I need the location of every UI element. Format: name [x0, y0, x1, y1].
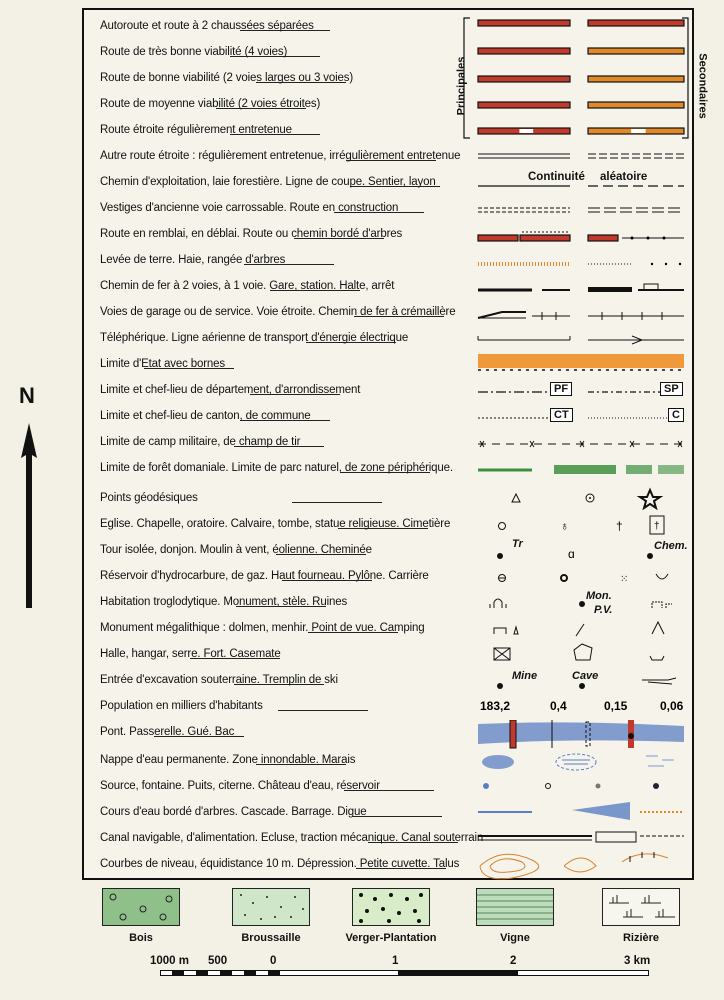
legend-symbol [472, 430, 692, 454]
legend-row [84, 300, 692, 324]
verger-swatch [352, 888, 430, 926]
svg-text:0,15: 0,15 [604, 699, 628, 713]
leader-line [282, 580, 372, 581]
bois-label: Bois [129, 932, 153, 944]
legend-row-label: Canal navigable, d'alimentation. Ecluse, traction mécanique. Canal souterrain [100, 832, 484, 844]
legend-symbol [472, 642, 692, 666]
legend-row-label: Limite de camp militaire, de champ de tir [100, 436, 301, 448]
leader-line [352, 816, 442, 817]
leader-line [346, 160, 436, 161]
legend-row-label: Points géodésiques [100, 492, 198, 504]
legend-symbol [472, 274, 692, 298]
leader-line [368, 842, 458, 843]
svg-text:†: † [654, 521, 660, 532]
code-sp: SP [660, 382, 683, 396]
legend-frame [82, 8, 709, 880]
svg-text:†: † [616, 519, 623, 533]
legend-symbol [472, 456, 692, 480]
secondaires-label: Secondaires [696, 53, 709, 119]
annot-chem: Chem. [654, 540, 688, 552]
legend-row-label: Habitation troglodytique. Monument, stèle. Ruines [100, 596, 348, 608]
road-bracket [462, 14, 690, 142]
legend-row [84, 512, 692, 536]
legend-row-label: Autoroute et route à 2 chaussées séparées [100, 20, 314, 32]
vigne-swatch [476, 888, 554, 926]
leader-line [306, 342, 396, 343]
leader-line [276, 554, 366, 555]
legend-row-label: Population en milliers d'habitants [100, 700, 263, 712]
scale-label-500: 500 [208, 955, 228, 967]
legend-symbol [472, 590, 692, 614]
legend-row [84, 564, 692, 588]
principales-label: Principales [455, 56, 468, 116]
leader-line [356, 868, 446, 869]
annot-mine: Mine [512, 670, 538, 682]
legend-row [84, 616, 692, 640]
legend-row-label: Route étroite régulièrement entretenue [100, 124, 292, 136]
legend-symbol [472, 144, 692, 168]
annot-pv: P.V. [594, 604, 613, 616]
legend-row [84, 248, 692, 272]
leader-line [234, 684, 324, 685]
scale-label-1000m: 1000 m [150, 955, 190, 967]
bois-swatch [102, 888, 180, 926]
legend-row-label: Réservoir d'hydrocarbure, de gaz. Haut fourneau. Pylône. Carrière [100, 570, 429, 582]
leader-line [270, 290, 360, 291]
svg-text:0,4: 0,4 [550, 699, 567, 713]
leader-line [294, 238, 384, 239]
legend-symbol [472, 378, 692, 402]
leader-line [354, 316, 444, 317]
vigne-label: Vigne [500, 932, 530, 944]
legend-row-label: Eglise. Chapelle, oratoire. Calvaire, tombe, statue religieuse. Cimetière [100, 518, 451, 530]
leader-line [240, 30, 330, 31]
legend-row [84, 486, 692, 510]
legend-row [84, 196, 692, 220]
legend-row [84, 352, 692, 376]
vegetation-legend [98, 888, 688, 948]
svg-text:183,2: 183,2 [480, 699, 511, 713]
riziere-label: Rizière [622, 932, 660, 944]
legend-row [84, 222, 692, 246]
scale-label-3km: 3 km [624, 955, 651, 967]
leader-line [240, 420, 330, 421]
legend-row-label: Entrée d'excavation souterraine. Tremplin de ski [100, 674, 338, 686]
legend-symbol [472, 694, 692, 718]
leader-line [308, 632, 398, 633]
legend-row-label: Autre route étroite : régulièrement entretenue, irrégulièrement entretenue [100, 150, 461, 162]
leader-line [230, 134, 320, 135]
legend-row-label: Limite et chef-lieu de canton, de commune [100, 410, 311, 422]
annot-cave: Cave [572, 670, 599, 682]
legend-row [84, 274, 692, 298]
code-pf: PF [550, 382, 572, 396]
svg-text:⁙: ⁙ [620, 574, 629, 585]
legend-symbol [472, 300, 692, 324]
leader-line [334, 212, 424, 213]
leader-line [234, 446, 324, 447]
legend-row-label: Tour isolée, donjon. Moulin à vent, éolienne. Cheminée [100, 544, 372, 556]
legend-row [84, 378, 692, 402]
leader-line [344, 790, 434, 791]
legend-row [84, 326, 692, 350]
broussaille-label: Broussaille [241, 932, 301, 944]
legend-row-label: Téléphérique. Ligne aérienne de transport d'énergie électrique [100, 332, 409, 344]
legend-row [84, 456, 692, 480]
leader-line [230, 56, 320, 57]
north-label: N [19, 383, 35, 408]
legend-symbol [472, 326, 692, 350]
scale-label-1: 1 [392, 955, 399, 967]
legend-row-label: Limite d'Etat avec bornes [100, 358, 226, 370]
legend-row [84, 642, 692, 666]
leader-line [350, 186, 440, 187]
leader-line [338, 528, 428, 529]
legend-row-label: Route en remblai, en déblai. Route ou chemin bordé d'arbres [100, 228, 403, 240]
leader-line [340, 472, 430, 473]
legend-row [84, 694, 692, 718]
legend-symbol [472, 248, 692, 272]
leader-line [244, 264, 334, 265]
legend-row-label: Halle, hangar, serre. Fort. Casemate [100, 648, 281, 660]
legend-row-label: Route de bonne viabilité (2 voies larges ou 3 voies) [100, 72, 354, 84]
scale-label-2: 2 [510, 955, 517, 967]
svg-text:ɑ: ɑ [568, 547, 575, 561]
legend-row-label: Monument mégalithique : dolmen, menhir. Point de vue. Camping [100, 622, 425, 634]
leader-line [190, 658, 280, 659]
leader-line [216, 108, 306, 109]
legend-row-label: Nappe d'eau permanente. Zone innondable. Marais [100, 754, 356, 766]
legend-symbol [472, 196, 692, 220]
legend-symbol [472, 512, 692, 536]
code-c: C [668, 408, 684, 422]
hydro-symbols [472, 720, 702, 900]
leader-line [154, 736, 244, 737]
legend-row-label: Cours d'eau bordé d'arbres. Cascade. Barrage. Digue [100, 806, 367, 818]
legend-symbol [472, 616, 692, 640]
legend-row-label: Chemin d'exploitation, laie forestière. Ligne de coupe. Sentier, layon [100, 176, 436, 188]
leader-line [250, 394, 340, 395]
legend-row [84, 538, 692, 562]
legend-row-label: Chemin de fer à 2 voies, à 1 voie. Gare, station. Halte, arrêt [100, 280, 395, 292]
legend-row [84, 430, 692, 454]
legend-symbol [472, 564, 692, 588]
north-arrow-icon [10, 423, 50, 613]
legend-row-label: Limite de forêt domaniale. Limite de parc naturel, de zone périphérique. [100, 462, 453, 474]
legend-row-label: Route de très bonne viabilité (4 voies) [100, 46, 288, 58]
continuite-label: Continuité [528, 171, 585, 183]
annot-tr: Tr [512, 538, 523, 550]
legend-symbol [472, 352, 692, 376]
legend-row [84, 668, 692, 692]
code-ct: CT [550, 408, 573, 422]
legend-row-label: Source, fontaine. Puits, citerne. Château d'eau, réservoir [100, 780, 380, 792]
scale-bar-graphic [160, 969, 660, 979]
legend-row-label: Pont. Passerelle. Gué. Bac [100, 726, 235, 738]
legend-symbol [472, 486, 692, 510]
legend-row-label: Levée de terre. Haie, rangée d'arbres [100, 254, 286, 266]
legend-row-label: Vestiges d'ancienne voie carrossable. Route en construction [100, 202, 399, 214]
leader-line [236, 606, 326, 607]
leader-line [256, 82, 346, 83]
legend-row-label: Voies de garage ou de service. Voie étroite. Chemin de fer à crémaillère [100, 306, 456, 318]
leader-line [292, 502, 382, 503]
broussaille-swatch [232, 888, 310, 926]
legend-symbol [472, 222, 692, 246]
scale-bar [150, 955, 670, 985]
riziere-swatch [602, 888, 680, 926]
legend-row-label: Courbes de niveau, équidistance 10 m. Dépression. Petite cuvette. Talus [100, 858, 460, 870]
legend-symbol [472, 404, 692, 428]
scale-label-0: 0 [270, 955, 277, 967]
leader-line [278, 710, 368, 711]
leader-line [256, 764, 346, 765]
leader-line [144, 368, 234, 369]
svg-text:0,06: 0,06 [660, 699, 684, 713]
legend-row-label: Limite et chef-lieu de département, d'arrondissement [100, 384, 361, 396]
svg-text:♁: ♁ [560, 519, 569, 533]
legend-row [84, 144, 692, 168]
north-arrow [10, 383, 50, 613]
aleatoire-label: aléatoire [600, 171, 648, 183]
verger-label: Verger-Plantation [345, 932, 437, 944]
legend-row-label: Route de moyenne viabilité (2 voies étroites) [100, 98, 321, 110]
annot-mon: Mon. [586, 590, 612, 602]
legend-row [84, 404, 692, 428]
